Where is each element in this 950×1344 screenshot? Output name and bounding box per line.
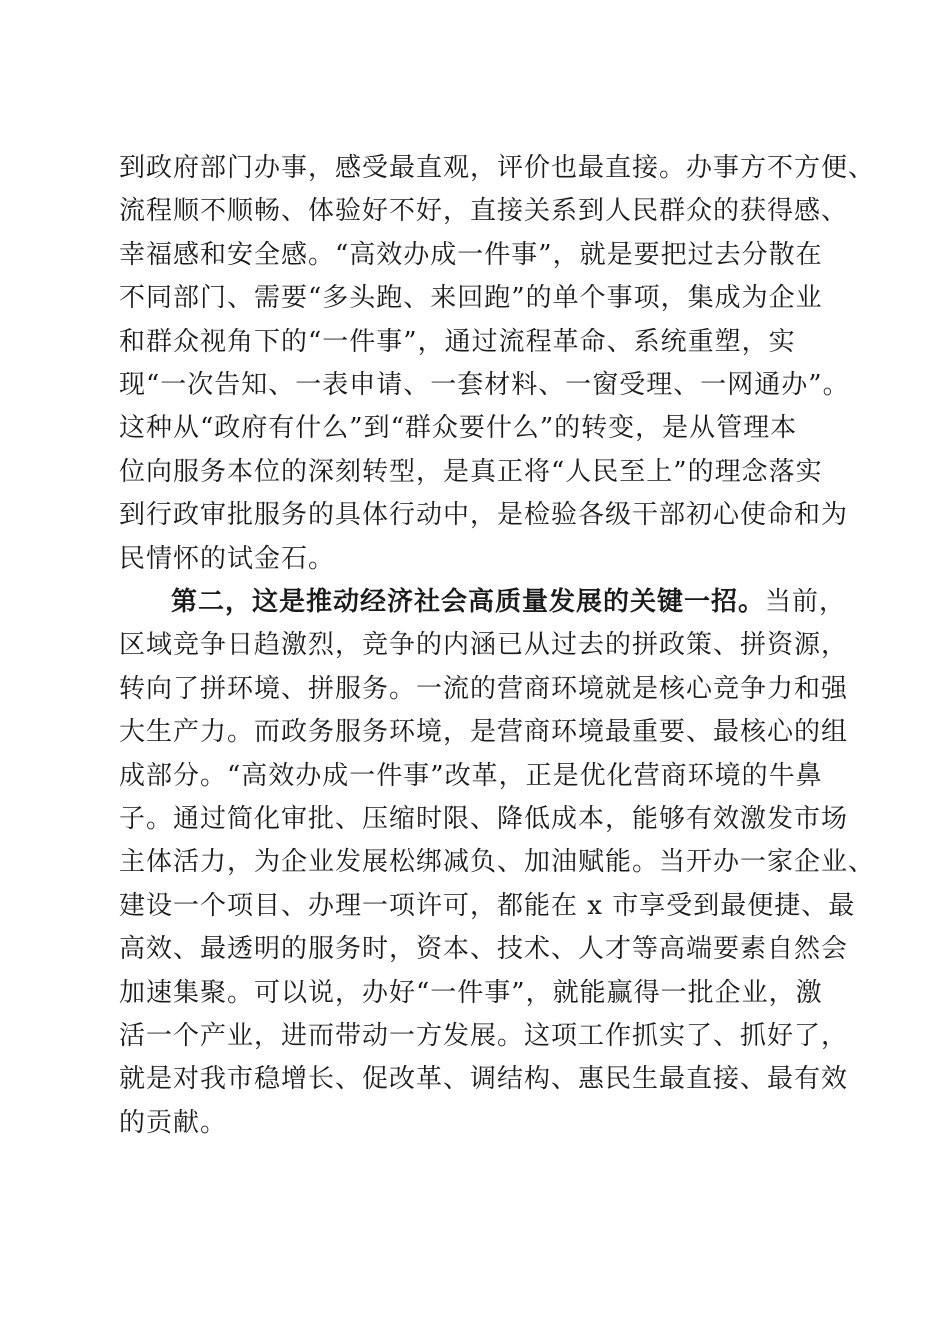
paragraph-first-line	[119, 581, 850, 624]
text-line: 建设一个项目、办理一项许可，都能在 x 市享受到最便捷、最	[119, 890, 856, 921]
text-line: 这种从“政府有什么”到“群众要什么”的转变，是从管理本	[119, 413, 798, 444]
text-line: 位向服务本位的深刻转型，是真正将“人民至上”的理念落实	[119, 456, 823, 487]
text-line: 区域竞争日趋激烈，竞争的内涵已从过去的拼政策、拼资源，	[119, 630, 849, 661]
text-line: 高效、最透明的服务时，资本、技术、人才等高端要素自然会	[119, 934, 849, 965]
text-line: 不同部门、需要“多头跑、来回跑”的单个事项，集成为企业	[119, 283, 823, 314]
first-line-rest: 当前，	[765, 587, 847, 617]
text-line: 现“一次告知、一表申请、一套材料、一窗受理、一网通办”。	[119, 369, 850, 400]
text-line: 主体活力，为企业发展松绑减负、加油赋能。当开办一家企业、	[119, 847, 876, 878]
paragraph-lead-sentence: 第二，这是推动经济社会高质量发展的关键一招。	[171, 587, 766, 617]
text-line: 子。通过简化审批、压缩时限、降低成本，能够有效激发市场	[119, 803, 849, 834]
paragraph-1	[119, 147, 876, 581]
text-line: 的贡献。	[119, 1107, 228, 1138]
text-line: 加速集聚。可以说，办好“一件事”，就能赢得一批企业，激	[119, 977, 823, 1008]
text-line: 到政府部门办事，感受最直观，评价也最直接。办事方不方便、	[119, 153, 876, 183]
text-line: 流程顺不顺畅、体验好不好，直接关系到人民群众的获得感、	[119, 196, 849, 227]
text-line: 转向了拼环境、拼服务。一流的营商环境就是核心竞争力和强	[119, 673, 849, 704]
text-line: 就是对我市稳增长、促改革、调结构、惠民生最直接、最有效	[119, 1064, 849, 1095]
text-line: 到行政审批服务的具体行动中，是检验各级干部初心使命和为	[119, 500, 849, 531]
text-line: 大生产力。而政务服务环境，是营商环境最重要、最核心的组	[119, 717, 849, 748]
text-line: 民情怀的试金石。	[119, 543, 336, 574]
text-line: 活一个产业，进而带动一方发展。这项工作抓实了、抓好了，	[119, 1020, 849, 1051]
paragraph-2	[119, 581, 876, 1145]
text-line: 成部分。“高效办成一件事”改革，正是优化营商环境的牛鼻	[119, 760, 823, 791]
text-line: 幸福感和安全感。“高效办成一件事”，就是要把过去分散在	[119, 239, 823, 270]
text-line: 和群众视角下的“一件事”，通过流程革命、系统重塑，实	[119, 326, 796, 357]
